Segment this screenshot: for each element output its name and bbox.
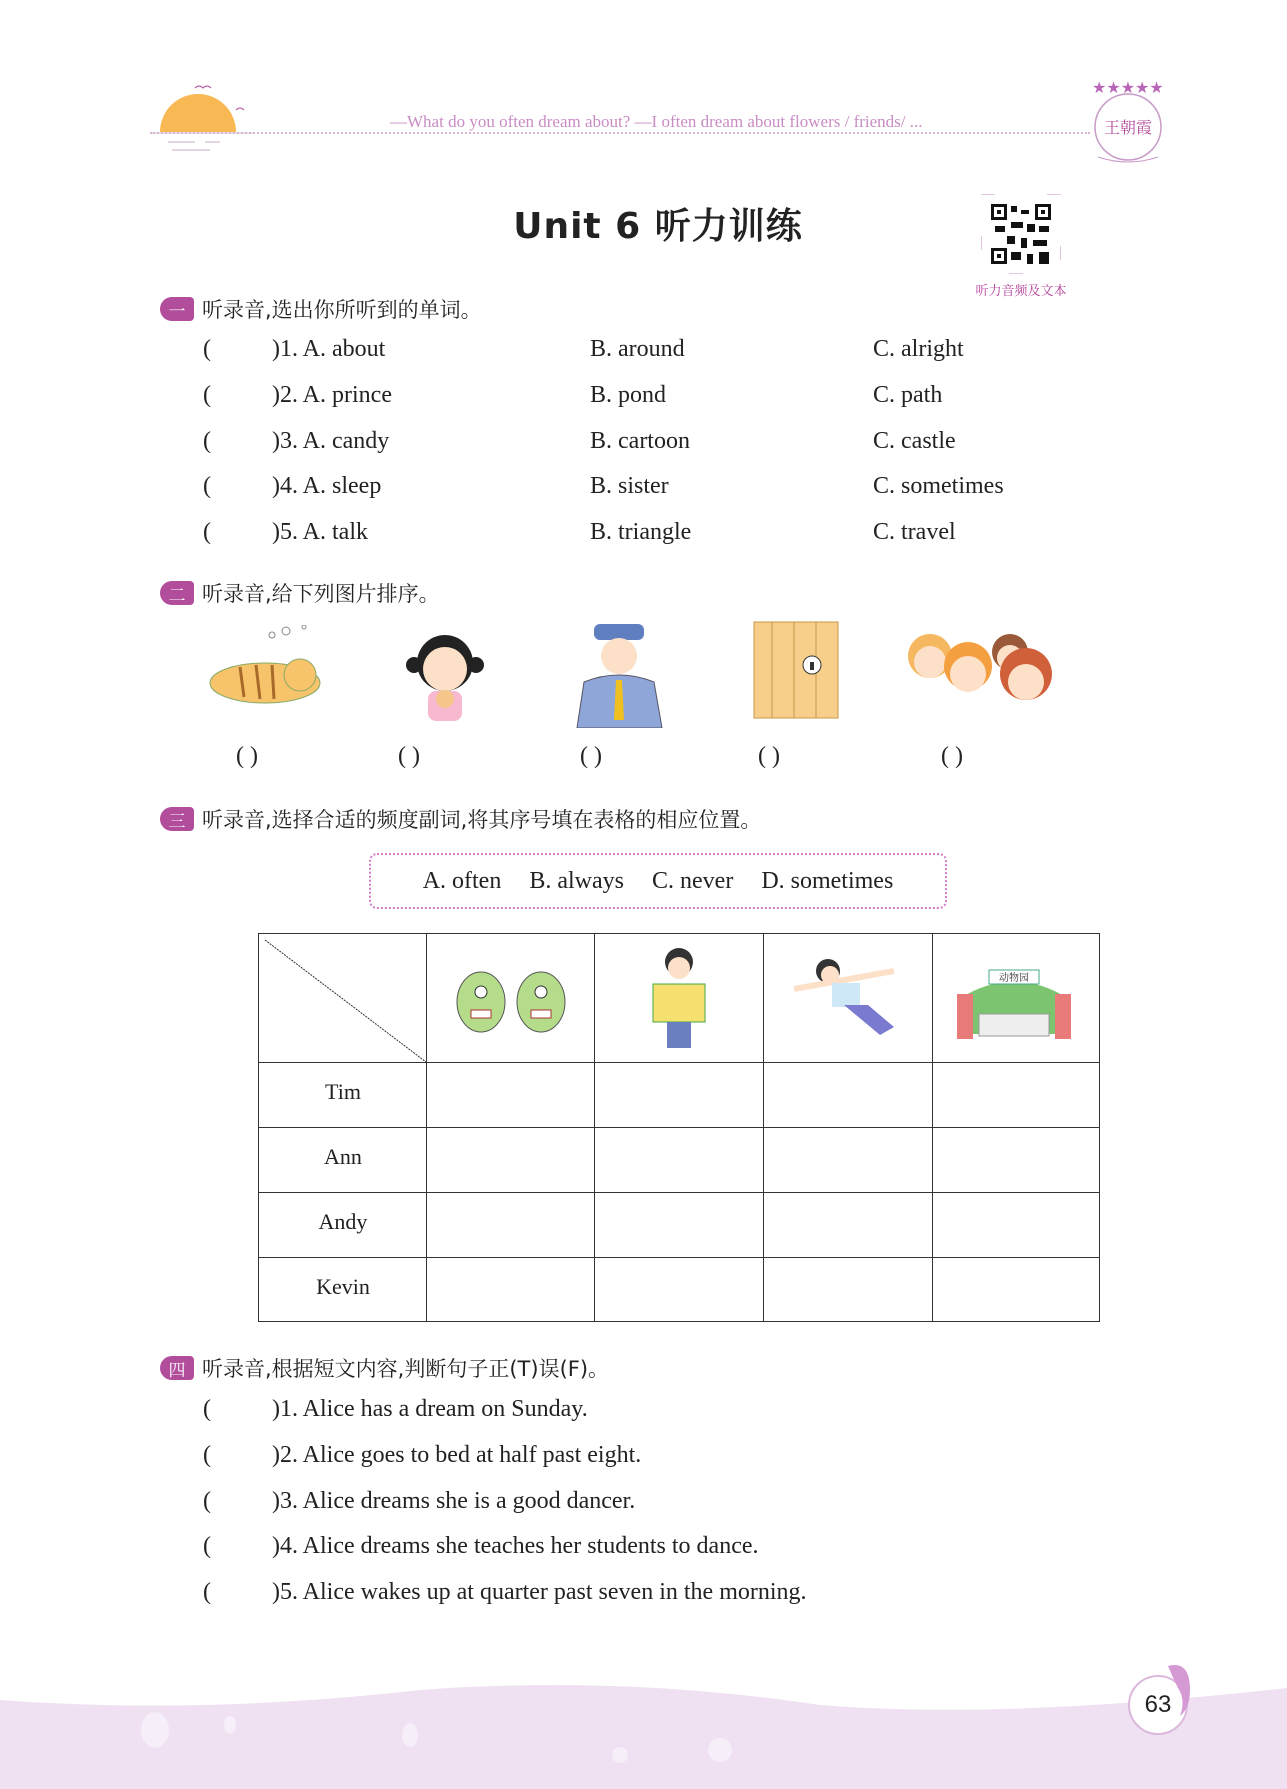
boy-flying-picture [784, 949, 914, 1044]
header-divider [150, 132, 1090, 134]
statement: )3. Alice dreams she is a good dancer. [272, 1488, 636, 1514]
paren: ( [203, 336, 211, 362]
section-badge: 一 [160, 297, 194, 321]
row-name-andy: Andy [318, 1209, 368, 1234]
paren: ( [203, 1442, 211, 1468]
section-2-header [160, 578, 440, 608]
option: A. often [422, 867, 502, 894]
section-instruction: 听录音,根据短文内容,判断句子正(T)误(F)。 [202, 1357, 610, 1381]
wooden-door-picture [752, 620, 840, 720]
question-option-a: )2. A. prince [272, 382, 392, 408]
options-box [369, 853, 947, 909]
section-badge: 三 [160, 807, 194, 831]
boy-reading-picture [639, 944, 719, 1054]
section-badge: 四 [160, 1356, 194, 1380]
section-badge: 二 [160, 581, 194, 605]
header-motto: —What do you often dream about? —I often dream about flowers / friends/ ... [390, 112, 923, 131]
paren: ( [203, 382, 211, 408]
question-option-a: )3. A. candy [272, 428, 390, 454]
question-option-a: )5. A. talk [272, 519, 368, 545]
question-option-b: B. sister [590, 473, 669, 499]
paren: ( [203, 473, 211, 499]
svg-text:★★★★★: ★★★★★ [1092, 80, 1164, 97]
row-name-ann: Ann [324, 1144, 362, 1169]
statement: )5. Alice wakes up at quarter past seven in the morning. [272, 1579, 807, 1605]
question-option-c: C. castle [873, 428, 956, 454]
page-number: 63 [1128, 1675, 1188, 1735]
question-option-b: B. triangle [590, 519, 692, 545]
paren: ( [203, 1488, 211, 1514]
question-option-b: B. pond [590, 382, 667, 408]
sunset-icon [150, 80, 260, 155]
row-name-kevin: Kevin [316, 1274, 370, 1299]
policeman-picture [572, 620, 667, 728]
statement: )4. Alice dreams she teaches her students to dance. [272, 1533, 759, 1559]
paren: ( [203, 1579, 211, 1605]
section-3-header [160, 804, 761, 834]
answer-blank[interactable]: ( ) [398, 743, 420, 769]
diagonal-divider [259, 934, 427, 1063]
sleeping-tiger-picture [200, 625, 330, 720]
zoo-sign: 动物园 [999, 973, 1029, 984]
girl-with-doll-picture [400, 625, 490, 725]
brand-logo [1088, 75, 1168, 170]
option: B. always [529, 867, 624, 894]
answer-blank[interactable]: ( ) [236, 743, 258, 769]
answer-blank[interactable]: ( ) [758, 743, 780, 769]
question-option-a: )1. A. about [272, 336, 386, 362]
question-option-c: C. alright [873, 336, 964, 362]
section-instruction: 听录音,选出你所听到的单词。 [202, 298, 482, 322]
question-option-b: B. cartoon [590, 428, 690, 454]
question-option-b: B. around [590, 336, 685, 362]
dolphin-icon [1160, 1660, 1200, 1720]
zoo-gate-picture [949, 964, 1079, 1044]
question-option-a: )4. A. sleep [272, 473, 382, 499]
frequency-table [258, 933, 1100, 1322]
row-name-tim: Tim [325, 1079, 361, 1104]
qr-caption: 听力音频及文本 [975, 284, 1067, 299]
paren: ( [203, 1396, 211, 1422]
paren: ( [203, 519, 211, 545]
page-title: Unit 6 听力训练 [513, 206, 803, 247]
section-1-header [160, 294, 482, 324]
section-instruction: 听录音,选择合适的频度副词,将其序号填在表格的相应位置。 [202, 808, 762, 832]
answer-blank[interactable]: ( ) [941, 743, 963, 769]
section-instruction: 听录音,给下列图片排序。 [202, 582, 440, 606]
svg-text:王朝霞: 王朝霞 [1103, 118, 1153, 137]
statement: )1. Alice has a dream on Sunday. [272, 1396, 588, 1422]
question-option-c: C. sometimes [873, 473, 1004, 499]
question-option-c: C. travel [873, 519, 956, 545]
section-4-header [160, 1353, 609, 1383]
statement: )2. Alice goes to bed at half past eight. [272, 1442, 642, 1468]
option: D. sometimes [761, 867, 894, 894]
paren: ( [203, 428, 211, 454]
option: C. never [652, 867, 734, 894]
group-of-people-picture [900, 622, 1060, 722]
question-option-c: C. path [873, 382, 943, 408]
paren: ( [203, 1533, 211, 1559]
answer-blank[interactable]: ( ) [580, 743, 602, 769]
qr-code[interactable] [981, 194, 1061, 274]
monsters-picture [449, 954, 574, 1049]
footer-wave [0, 1660, 1287, 1789]
